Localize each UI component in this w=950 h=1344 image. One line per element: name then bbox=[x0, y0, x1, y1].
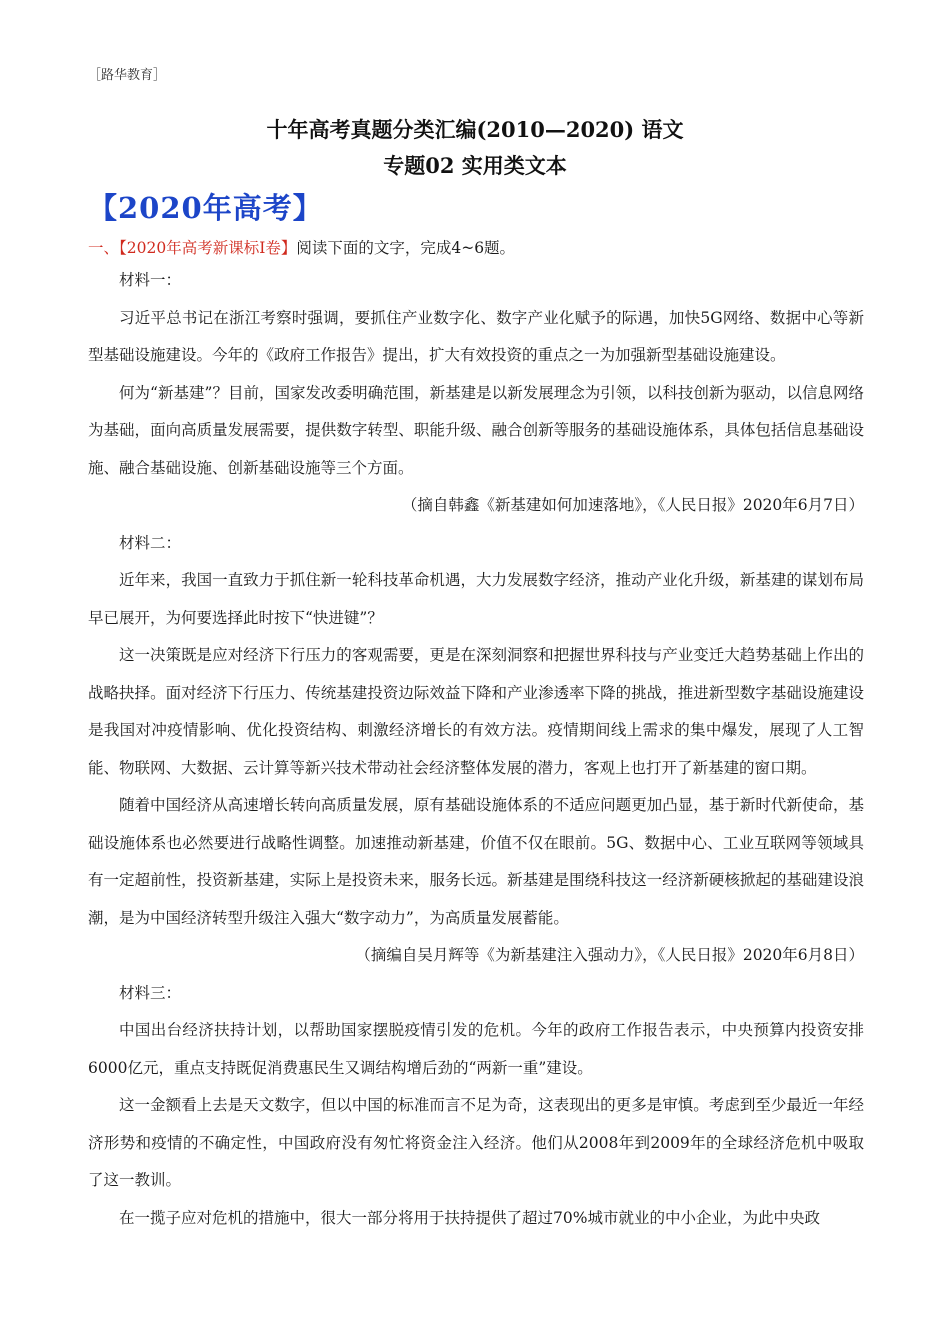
material-2-paragraph: 这一决策既是应对经济下行压力的客观需要，更是在深刻洞察和把握世界科技与产业变迁大趋势基础上作出的战略抉择。面对经济下行压力、传统基建投资边际效益下降和产业渗透率下降的挑战，推进新型数字基础设施建设是我国对冲疫情影响、优化投资结构、刺激经济增长的有效方法。疫情期间线上需求的集中爆发，展现了人工智能、物联网、大数据、云计算等新兴技术带动社会经济整体发展的潜力，客观上也打开了新基建的窗口期。 bbox=[88, 646, 864, 777]
material-1-source: （摘自韩鑫《新基建如何加速落地》，《人民日报》2020年6月7日） bbox=[401, 496, 864, 514]
question-instruction: 阅读下面的文字，完成4~6题。 bbox=[296, 239, 516, 257]
material-1-paragraph: 习近平总书记在浙江考察时强调，要抓住产业数字化、数字产业化赋予的际遇，加快5G网络、数据中心等新型基础设施建设。今年的《政府工作报告》提出，扩大有效投资的重点之一为加强新型基础设施建设。 bbox=[88, 308, 864, 364]
material-body bbox=[88, 262, 864, 1237]
year-heading: 【2020年高考】 bbox=[88, 191, 323, 225]
material-1-label: 材料一： bbox=[119, 271, 182, 289]
material-1-paragraph: 何为“新基建”？目前，国家发改委明确范围，新基建是以新发展理念为引领，以科技创新为驱动，以信息网络为基础，面向高质量发展需要，提供数字转型、职能升级、融合创新等服务的基础设施体系，具体包括信息基础设施、融合基础设施、创新基础设施等三个方面。 bbox=[88, 383, 864, 477]
material-2-paragraph: 随着中国经济从高速增长转向高质量发展，原有基础设施体系的不适应问题更加凸显，基于新时代新使命，基础设施体系也必然要进行战略性调整。加速推动新基建，价值不仅在眼前。5G、数据中心、工业互联网等领域具有一定超前性，投资新基建，实际上是投资未来，服务长远。新基建是围绕科技这一经济新硬核掀起的基础建设浪潮，是为中国经济转型升级注入强大“数字动力”，为高质量发展蓄能。 bbox=[88, 796, 864, 927]
material-3-paragraph: 这一金额看上去是天文数字，但以中国的标准而言不足为奇，这表现出的更多是审慎。考虑到至少最近一年经济形势和疫情的不确定性，中国政府没有匆忙将资金注入经济。他们从2008年到2009年的全球经济危机中吸取了这一教训。 bbox=[88, 1096, 864, 1189]
material-3-paragraph: 在一揽子应对危机的措施中，很大一部分将用于扶持提供了超过70%城市就业的中小企业，为此中央政 bbox=[119, 1208, 820, 1227]
material-3-label: 材料三： bbox=[119, 983, 182, 1002]
header-tag: ［路华教育］ bbox=[88, 68, 167, 83]
material-2-source: （摘编自吴月辉等《为新基建注入强动力》，《人民日报》2020年6月8日） bbox=[355, 946, 864, 964]
material-2-paragraph: 近年来，我国一直致力于抓住新一轮科技革命机遇，大力发展数字经济，推动产业化升级，新基建的谋划布局早已展开，为何要选择此时按下“快进键”？ bbox=[88, 571, 864, 627]
question-line bbox=[88, 236, 515, 258]
document-subtitle: 专题02 实用类文本 bbox=[383, 153, 567, 178]
question-number: 一、 bbox=[88, 239, 120, 257]
material-2-label: 材料二： bbox=[119, 533, 182, 552]
question-source: 【2020年高考新课标Ⅰ卷】 bbox=[119, 239, 297, 257]
material-3-paragraph: 中国出台经济扶持计划，以帮助国家摆脱疫情引发的危机。今年的政府工作报告表示，中央预算内投资安排6000亿元，重点支持既促消费惠民生又调结构增后劲的“两新一重”建设。 bbox=[88, 1021, 864, 1077]
document-title: 十年高考真题分类汇编(2010—2020) 语文 bbox=[266, 117, 684, 142]
